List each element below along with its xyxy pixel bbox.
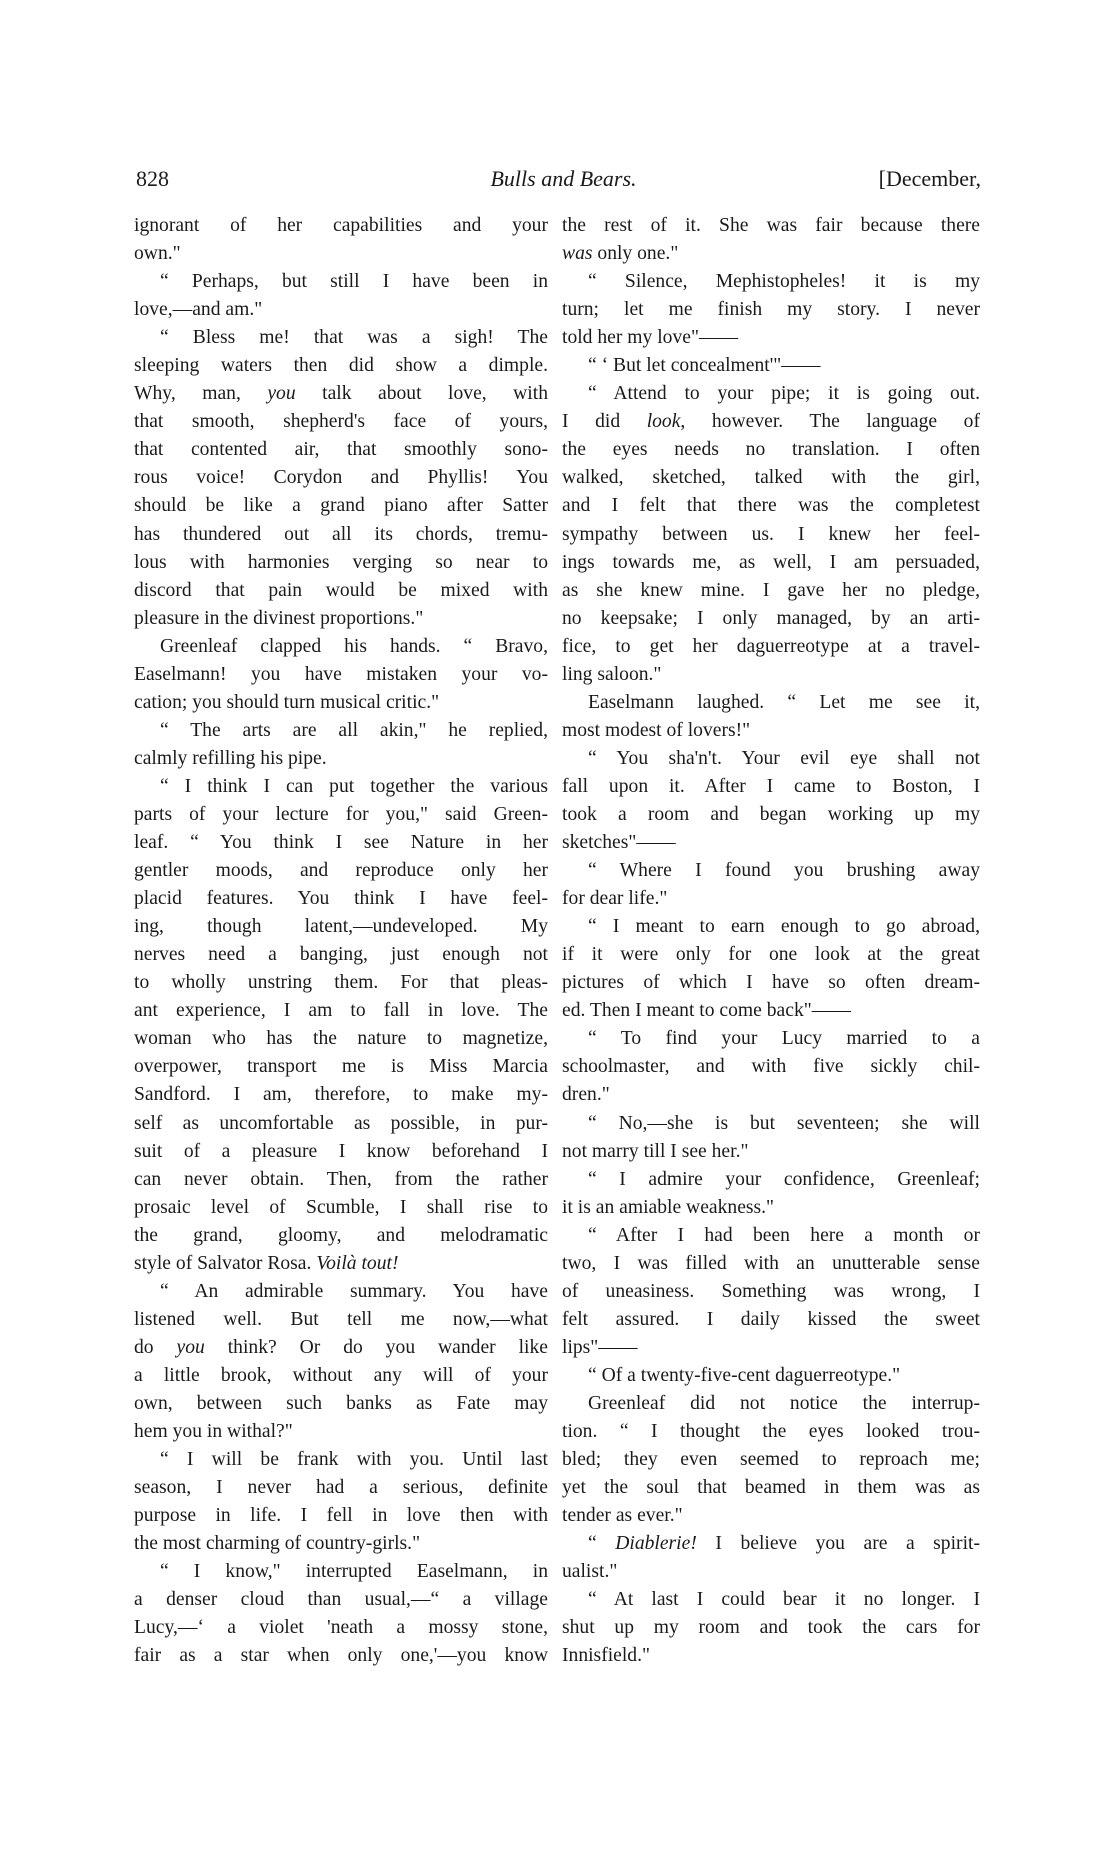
text-line: bled; they even seemed to reproach me; (562, 1449, 980, 1471)
text-line: placid features. You think I have feel- (134, 888, 548, 910)
text-line: own, between such banks as Fate may (134, 1392, 548, 1414)
text-line: schoolmaster, and with five sickly chil- (562, 1056, 980, 1078)
text-line: rous voice! Corydon and Phyllis! You (134, 467, 548, 489)
text-line: to wholly unstring them. For that pleas- (134, 972, 548, 994)
text-line: love,—and am." (134, 299, 263, 321)
text-line: “ An admirable summary. You have (160, 1280, 548, 1302)
text-line: Easelmann laughed. “ Let me see it, (588, 691, 980, 713)
text-line: sketches"—— (562, 832, 676, 854)
text-line: no keepsake; I only managed, by an arti- (562, 607, 980, 629)
text-line: “ Attend to your pipe; it is going out. (588, 383, 980, 405)
text-line: that contented air, that smoothly sono- (134, 439, 548, 461)
text-line: the grand, gloomy, and melodramatic (134, 1224, 548, 1246)
text-line: lous with harmonies verging so near to (134, 551, 548, 573)
text-line: “ Perhaps, but still I have been in (160, 271, 548, 293)
text-line: sleeping waters then did show a dimple. (134, 355, 548, 377)
text-line: hem you in withal?" (134, 1421, 293, 1443)
text-line: gentler moods, and reproduce only her (134, 860, 548, 882)
text-line: “ The arts are all akin," he replied, (160, 719, 548, 741)
text-line: the eyes needs no translation. I often (562, 439, 980, 461)
text-line: nerves need a banging, just enough not (134, 944, 548, 966)
text-line: the most charming of country-girls." (134, 1533, 421, 1555)
text-line: Greenleaf did not notice the interrup- (588, 1392, 980, 1414)
running-date: [December, (878, 166, 981, 191)
italic-text: you (176, 1336, 205, 1358)
text-line: “ After I had been here a month or (588, 1224, 980, 1246)
running-head (136, 166, 981, 198)
text-line: ualist." (562, 1561, 618, 1583)
text-line: ling saloon." (562, 663, 662, 685)
text-line: “ Where I found you brushing away (588, 860, 980, 882)
text-line: calmly refilling his pipe. (134, 747, 327, 769)
text-line: suit of a pleasure I know beforehand I (134, 1140, 548, 1162)
text-line: “ Diablerie! I believe you are a spirit- (588, 1533, 980, 1555)
text-line: told her my love"—— (562, 327, 739, 349)
text-line: as she knew mine. I gave her no pledge, (562, 579, 980, 601)
text-line: a denser cloud than usual,—“ a village (134, 1589, 548, 1611)
text-column-left (134, 212, 548, 1670)
text-line: yet the soul that beamed in them was as (562, 1477, 980, 1499)
text-line: self as uncomfortable as possible, in pur- (134, 1112, 548, 1134)
text-line: sympathy between us. I knew her feel- (562, 523, 980, 545)
text-line: Greenleaf clapped his hands. “ Bravo, (160, 635, 548, 657)
text-line: ings towards me, as well, I am persuaded, (562, 551, 980, 573)
text-line: parts of your lecture for you," said Green- (134, 803, 548, 825)
text-line: “ Of a twenty-five-cent daguerreotype." (588, 1364, 901, 1386)
text-line: “ I meant to earn enough to go abroad, (588, 916, 980, 938)
text-line: has thundered out all its chords, tremu- (134, 523, 548, 545)
text-line: it is an amiable weakness." (562, 1196, 775, 1218)
text-line: “ I know," interrupted Easelmann, in (160, 1561, 548, 1583)
text-line: woman who has the nature to magnetize, (134, 1028, 548, 1050)
text-line: that smooth, shepherd's face of yours, (134, 411, 548, 433)
text-line: discord that pain would be mixed with (134, 579, 548, 601)
text-line: “ ‘ But let concealment'"—— (588, 355, 821, 377)
text-line: purpose in life. I fell in love then with (134, 1505, 548, 1527)
text-line: listened well. But tell me now,—what (134, 1308, 548, 1330)
text-line: can never obtain. Then, from the rather (134, 1168, 548, 1190)
text-line: fair as a star when only one,'—you know (134, 1645, 548, 1667)
text-line: ed. Then I meant to come back"—— (562, 1000, 851, 1022)
text-line: Why, man, you talk about love, with (134, 383, 548, 405)
text-line: felt assured. I daily kissed the sweet (562, 1308, 980, 1330)
text-line: “ To find your Lucy married to a (588, 1028, 980, 1050)
text-line: turn; let me finish my story. I never (562, 299, 980, 321)
text-line: and I felt that there was the completest (562, 495, 980, 517)
text-line: do you think? Or do you wander like (134, 1336, 548, 1358)
italic-text: Diablerie! (615, 1533, 697, 1555)
text-line: leaf. “ You think I see Nature in her (134, 832, 548, 854)
text-line: Sandford. I am, therefore, to make my- (134, 1084, 548, 1106)
text-line: “ No,—she is but seventeen; she will (588, 1112, 980, 1134)
text-line: cation; you should turn musical critic." (134, 691, 440, 713)
text-line: ant experience, I am to fall in love. The (134, 1000, 548, 1022)
text-line: dren." (562, 1084, 610, 1106)
text-line: a little brook, without any will of your (134, 1364, 548, 1386)
text-line: tion. “ I thought the eyes looked trou- (562, 1421, 980, 1443)
italic-text: Voilà tout! (316, 1252, 399, 1274)
text-line: fall upon it. After I came to Boston, I (562, 775, 980, 797)
text-line: prosaic level of Scumble, I shall rise to (134, 1196, 548, 1218)
text-line: not marry till I see her." (562, 1140, 749, 1162)
text-line: for dear life." (562, 888, 668, 910)
text-line: I did look, however. The language of (562, 411, 980, 433)
text-line: two, I was filled with an unutterable sense (562, 1252, 980, 1274)
text-line: took a room and began working up my (562, 803, 980, 825)
text-line: own." (134, 243, 181, 265)
text-line: ignorant of her capabilities and your (134, 215, 548, 236)
text-column-right (562, 212, 980, 1670)
italic-text: was (562, 243, 593, 265)
text-line: shut up my room and took the cars for (562, 1617, 980, 1639)
text-line: ing, though latent,—undeveloped. My (134, 916, 548, 938)
text-line: tender as ever." (562, 1505, 683, 1527)
text-line: “ I admire your confidence, Greenleaf; (588, 1168, 980, 1190)
text-line: “ At last I could bear it no longer. I (588, 1589, 980, 1611)
text-line: pictures of which I have so often dream- (562, 972, 980, 994)
text-line: Lucy,—‘ a violet 'neath a mossy stone, (134, 1617, 548, 1639)
text-line: season, I never had a serious, definite (134, 1477, 548, 1499)
text-line: “ I think I can put together the various (160, 775, 548, 797)
text-line: should be like a grand piano after Satter (134, 495, 548, 517)
text-line: “ I will be frank with you. Until last (160, 1449, 548, 1471)
text-line: most modest of lovers!" (562, 719, 751, 741)
text-line: of uneasiness. Something was wrong, I (562, 1280, 980, 1302)
text-line: style of Salvator Rosa. Voilà tout! (134, 1252, 399, 1274)
text-line: if it were only for one look at the great (562, 944, 980, 966)
text-line: lips"—— (562, 1336, 638, 1358)
text-line: pleasure in the divinest proportions." (134, 607, 424, 629)
text-line: “ Bless me! that was a sigh! The (160, 327, 548, 349)
text-line: Easelmann! you have mistaken your vo- (134, 663, 548, 685)
text-line: the rest of it. She was fair because there (562, 215, 980, 236)
text-line: walked, sketched, talked with the girl, (562, 467, 980, 489)
page-number: 828 (136, 166, 169, 191)
text-line: “ Silence, Mephistopheles! it is my (588, 271, 980, 293)
text-line: “ You sha'n't. Your evil eye shall not (588, 747, 980, 769)
text-line: was only one." (562, 243, 679, 265)
running-title: Bulls and Bears. (490, 166, 637, 191)
italic-text: you (267, 383, 296, 405)
text-line: fice, to get her daguerreotype at a travel- (562, 635, 980, 657)
text-line: Innisfield." (562, 1645, 650, 1667)
text-line: overpower, transport me is Miss Marcia (134, 1056, 548, 1078)
italic-text: look (646, 411, 681, 433)
